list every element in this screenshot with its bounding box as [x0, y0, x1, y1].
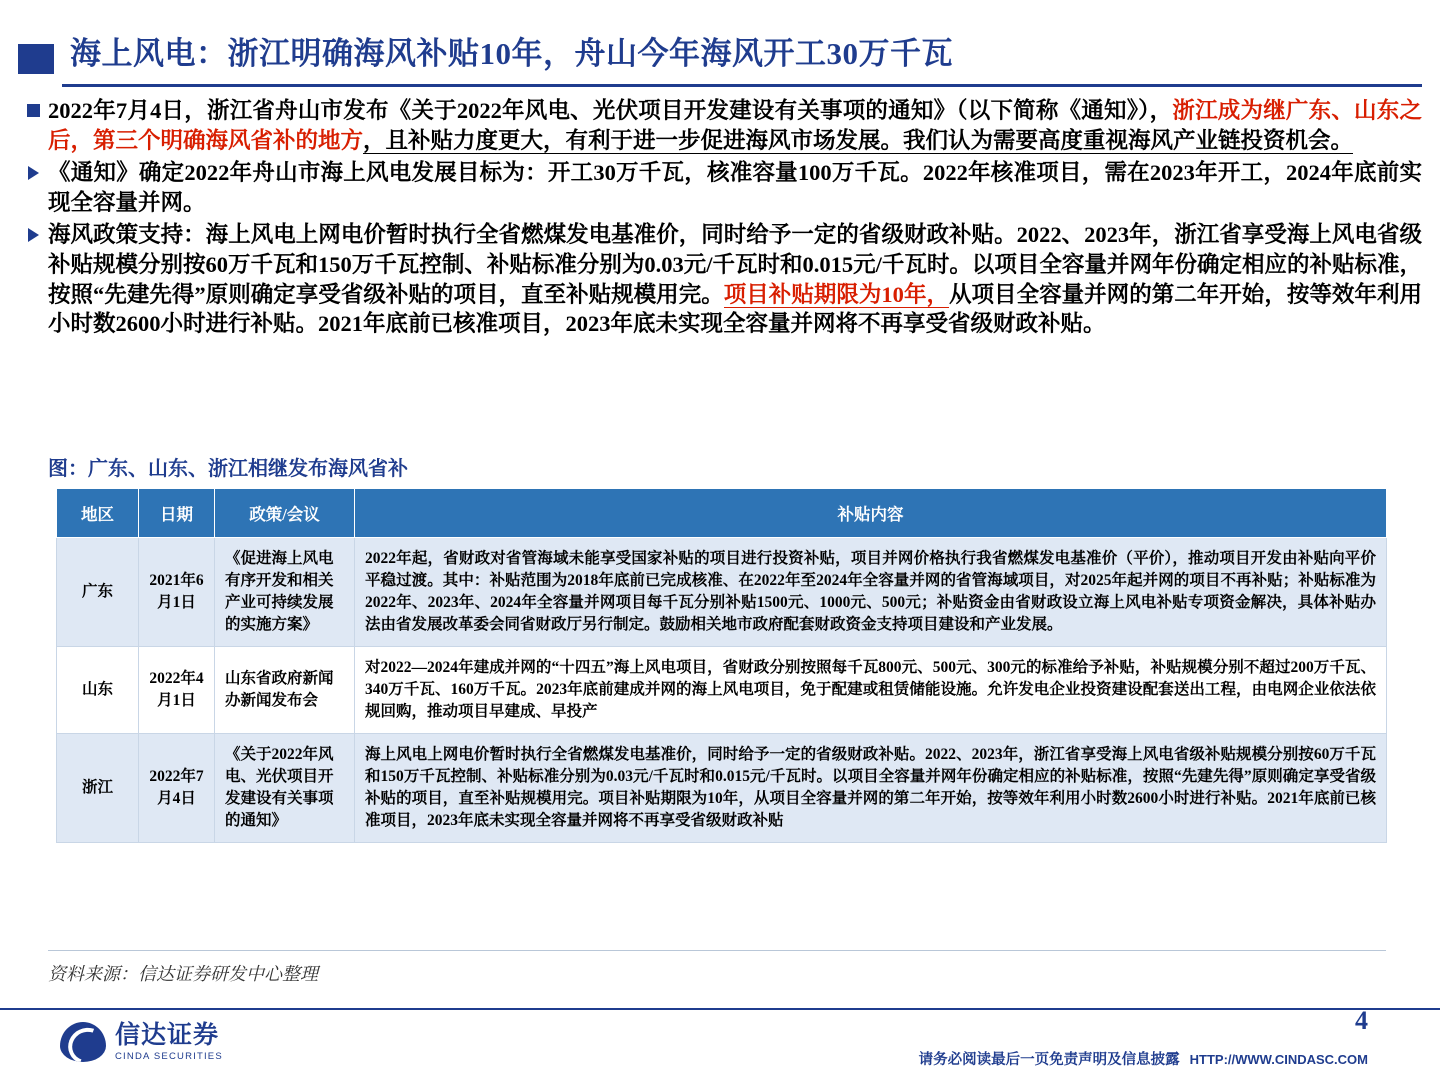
- source-divider: [48, 950, 1386, 951]
- logo-name-en: CINDA SECURITIES: [115, 1050, 223, 1062]
- footer-divider: [0, 1008, 1440, 1010]
- cell-region: 广东: [57, 538, 139, 647]
- policy-table: [56, 488, 1387, 843]
- logo-icon: [60, 1022, 106, 1062]
- title-divider: [62, 84, 1422, 87]
- slide-title-row: [18, 36, 1422, 74]
- bullet-item-2: [18, 158, 1422, 218]
- bullet-text-1: [48, 96, 1422, 156]
- page-title: 海上风电：浙江明确海风补贴10年，舟山今年海风开工30万千瓦: [70, 36, 953, 71]
- table-header-row: [57, 489, 1387, 538]
- cell-content: 海上风电上网电价暂时执行全省燃煤发电基准价，同时给予一定的省级财政补贴。2022、2023年，浙江省享受海上风电省级补贴规模分别按60万千瓦和150万千瓦控制、补贴标准分别为0.03元/千瓦时和0.015元/千瓦时。以项目全容量并网年份确定相应的补贴标准，按照“先建先得”原则确定享受省级补贴的项目，直至补贴规模用完。项目补贴期限为10年，从项目全容量并网的第二年开始，按等效年利用小时数2600小时进行补贴。2021年底前已核准项目，2023年底未实现全容量并网将不再享受省级财政补贴: [355, 734, 1387, 843]
- cell-date: 2021年6月1日: [139, 538, 215, 647]
- column-header-policy: 政策/会议: [215, 489, 355, 538]
- column-header-date: 日期: [139, 489, 215, 538]
- logo-name-cn: 信达证券: [115, 1021, 220, 1049]
- bullet-text-3: [48, 220, 1422, 340]
- cell-policy: 山东省政府新闻办新闻发布会: [215, 647, 355, 734]
- disclaimer-text: 请务必阅读最后一页免责声明及信息披露: [918, 1052, 1180, 1068]
- footer-url: HTTP://WWW.CINDASC.COM: [1189, 1052, 1368, 1067]
- logo-text: [115, 1023, 223, 1062]
- cell-policy: 《促进海上风电有序开发和相关产业可持续发展的实施方案》: [215, 538, 355, 647]
- footer-disclaimer: [919, 1048, 1368, 1069]
- bullet-3-part-3: 从项目全容量并网的第二年开始，按等效年利用小时数2600小时进行补贴。2021年底前已核准项目，2023年底未实现全容量并网将不再享受省级财政补贴。: [48, 281, 1422, 337]
- bullet-1-part-1: 2022年7月4日，浙江省舟山市发布《关于2022年风电、光伏项目开发建设有关事项的通知》（以下简称《通知》），: [48, 98, 1173, 123]
- cell-region: 浙江: [57, 734, 139, 843]
- triangle-bullet-icon-2: [18, 220, 48, 247]
- triangle-bullet-icon: [18, 158, 48, 185]
- company-logo: [60, 1022, 223, 1062]
- bullet-text-2: 《通知》确定2022年舟山市海上风电发展目标为：开工30万千瓦，核准容量100万千瓦。2022年核准项目，需在2023年开工，2024年底前实现全容量并网。: [48, 159, 1422, 215]
- table-row: [57, 734, 1387, 843]
- bullet-item-3: [18, 220, 1422, 340]
- title-accent-block: [18, 44, 54, 74]
- bullet-3-part-2-highlight: 项目补贴期限为10年，: [723, 281, 949, 307]
- bullet-1-part-3: ，且补贴力度更大，有利于进一步促进海风市场发展。我们认为需要高度重视海风产业链投资机会。: [363, 127, 1354, 153]
- column-header-content: 补贴内容: [355, 489, 1387, 538]
- cell-region: 山东: [57, 647, 139, 734]
- bullet-1-part-2-highlight: 浙江成为继广东、山东之后，第三个明确海风省补的地方: [48, 98, 1422, 153]
- bullet-item-1: [18, 96, 1422, 156]
- figure-caption: 图：广东、山东、浙江相继发布海风省补: [48, 458, 408, 480]
- policy-table-wrapper: [56, 488, 1386, 843]
- cell-content: 对2022—2024年建成并网的“十四五”海上风电项目，省财政分别按照每千瓦800元、500元、300元的标准给予补贴，补贴规模分别不超过200万千瓦、340万千瓦、160万千瓦。2023年底前建成并网的海上风电项目，免于配建或租赁储能设施。允许发电企业投资建设配套送出工程，由电网企业依法依规回购，推动项目早建成、早投产: [355, 647, 1387, 734]
- page-number: 4: [1355, 1006, 1368, 1035]
- source-note: 资料来源：信达证券研发中心整理: [48, 964, 318, 984]
- cell-date: 2022年7月4日: [139, 734, 215, 843]
- cell-policy: 《关于2022年风电、光伏项目开发建设有关事项的通知》: [215, 734, 355, 843]
- column-header-region: 地区: [57, 489, 139, 538]
- bullet-3-part-1: 海风政策支持：海上风电上网电价暂时执行全省燃煤发电基准价，同时给予一定的省级财政补贴。2022、2023年，浙江省享受海上风电省级补贴规模分别按60万千瓦和150万千瓦控制、补贴标准分别为0.03元/千瓦时和0.015元/千瓦时。以项目全容量并网年份确定相应的补贴标准，按照“先建先得”原则确定享受省级补贴的项目，直至补贴规模用完。: [48, 221, 1422, 307]
- cell-date: 2022年4月1日: [139, 647, 215, 734]
- table-row: [57, 538, 1387, 647]
- bullet-list: [18, 96, 1422, 341]
- cell-content: 2022年起，省财政对省管海域未能享受国家补贴的项目进行投资补贴，项目并网价格执行我省燃煤发电基准价（平价），推动项目开发由补贴向平价平稳过渡。其中：补贴范围为2018年底前已完成核准、在2022年至2024年全容量并网的省管海域项目，对2025年起并网的项目不再补贴；补贴标准为2022年、2023年、2024年全容量并网项目每千瓦分别补贴1500元、1000元、500元；补贴资金由省财政设立海上风电补贴专项资金解决，具体补贴办法由省发展改革委会同省财政厅另行制定。鼓励相关地市政府配套财政资金支持项目建设和产业发展。: [355, 538, 1387, 647]
- table-row: [57, 647, 1387, 734]
- square-bullet-icon: [18, 96, 48, 122]
